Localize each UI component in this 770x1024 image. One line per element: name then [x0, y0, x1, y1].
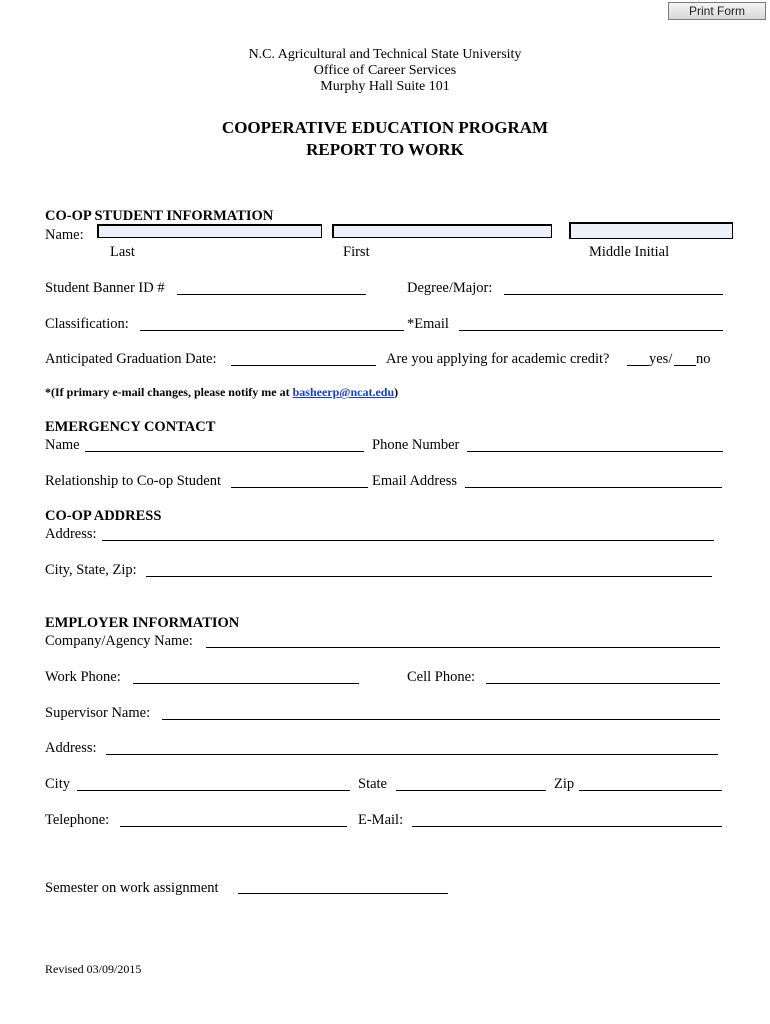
- coop-address-heading: CO-OP ADDRESS: [45, 508, 162, 524]
- page-subtitle: REPORT TO WORK: [306, 140, 464, 159]
- emergency-name-label: Name: [45, 437, 80, 453]
- relationship-line[interactable]: [231, 487, 368, 488]
- employer-zip-line[interactable]: [579, 790, 722, 791]
- semester-line[interactable]: [238, 893, 448, 894]
- coop-city-label: City, State, Zip:: [45, 562, 137, 578]
- employer-telephone-label: Telephone:: [45, 812, 110, 828]
- academic-credit-label: Are you applying for academic credit?: [386, 351, 610, 367]
- email-label: *Email: [407, 316, 449, 332]
- relationship-label: Relationship to Co-op Student: [45, 473, 222, 489]
- employer-state-line[interactable]: [396, 790, 546, 791]
- office-name: Office of Career Services: [313, 63, 457, 78]
- employer-city-line[interactable]: [77, 790, 350, 791]
- classification-line[interactable]: [140, 330, 404, 331]
- office-address: Murphy Hall Suite 101: [320, 79, 450, 94]
- employer-info-heading: EMPLOYER INFORMATION: [45, 615, 240, 631]
- credit-no-label: no: [696, 351, 711, 367]
- university-name: N.C. Agricultural and Technical State University: [248, 47, 522, 62]
- credit-yes-label: yes/: [649, 351, 673, 367]
- employer-city-label: City: [45, 776, 70, 792]
- last-name-field[interactable]: [97, 224, 322, 238]
- contact-email-link[interactable]: basheerp@ncat.edu: [292, 385, 395, 399]
- last-caption: Last: [110, 244, 135, 260]
- coop-address-label: Address:: [45, 526, 97, 542]
- note-suffix: ): [394, 385, 399, 399]
- emergency-phone-line[interactable]: [467, 451, 723, 452]
- supervisor-name-label: Supervisor Name:: [45, 705, 151, 721]
- employer-address-label: Address:: [45, 740, 97, 756]
- employer-state-label: State: [358, 776, 387, 792]
- email-change-note: [45, 385, 398, 400]
- employer-email-line[interactable]: [412, 826, 722, 827]
- company-name-line[interactable]: [206, 647, 720, 648]
- work-phone-line[interactable]: [133, 683, 359, 684]
- middle-initial-caption: Middle Initial: [589, 244, 670, 260]
- note-prefix: *(If primary e-mail changes, please notify me at: [45, 385, 293, 399]
- graduation-date-line[interactable]: [231, 365, 376, 366]
- banner-id-line[interactable]: [177, 294, 366, 295]
- emergency-name-line[interactable]: [85, 451, 364, 452]
- work-phone-label: Work Phone:: [45, 669, 121, 685]
- employer-address-line[interactable]: [106, 754, 718, 755]
- classification-label: Classification:: [45, 316, 129, 332]
- company-name-label: Company/Agency Name:: [45, 633, 193, 649]
- email-line[interactable]: [459, 330, 723, 331]
- emergency-email-label: Email Address: [372, 473, 457, 489]
- coop-address-line[interactable]: [102, 540, 714, 541]
- student-info-heading: CO-OP STUDENT INFORMATION: [45, 208, 274, 224]
- emergency-phone-label: Phone Number: [372, 437, 460, 453]
- degree-major-label: Degree/Major:: [407, 280, 493, 296]
- emergency-email-line[interactable]: [465, 487, 722, 488]
- emergency-contact-heading: EMERGENCY CONTACT: [45, 419, 216, 435]
- middle-initial-field[interactable]: [569, 222, 733, 239]
- name-label: Name:: [45, 227, 84, 243]
- banner-id-label: Student Banner ID #: [45, 280, 165, 296]
- degree-major-line[interactable]: [504, 294, 723, 295]
- employer-email-label: E-Mail:: [358, 812, 404, 828]
- coop-city-line[interactable]: [146, 576, 712, 577]
- cell-phone-label: Cell Phone:: [407, 669, 476, 685]
- credit-yes-line[interactable]: [627, 365, 649, 366]
- semester-label: Semester on work assignment: [45, 880, 219, 896]
- revision-date: Revised 03/09/2015: [45, 962, 142, 976]
- graduation-date-label: Anticipated Graduation Date:: [45, 351, 217, 367]
- page-title: COOPERATIVE EDUCATION PROGRAM: [221, 118, 549, 137]
- cell-phone-line[interactable]: [486, 683, 720, 684]
- first-name-field[interactable]: [332, 224, 552, 238]
- employer-telephone-line[interactable]: [120, 826, 347, 827]
- first-caption: First: [343, 244, 370, 260]
- employer-zip-label: Zip: [554, 776, 575, 792]
- supervisor-name-line[interactable]: [162, 719, 720, 720]
- print-form-button[interactable]: Print Form: [668, 2, 766, 20]
- credit-no-line[interactable]: [674, 365, 696, 366]
